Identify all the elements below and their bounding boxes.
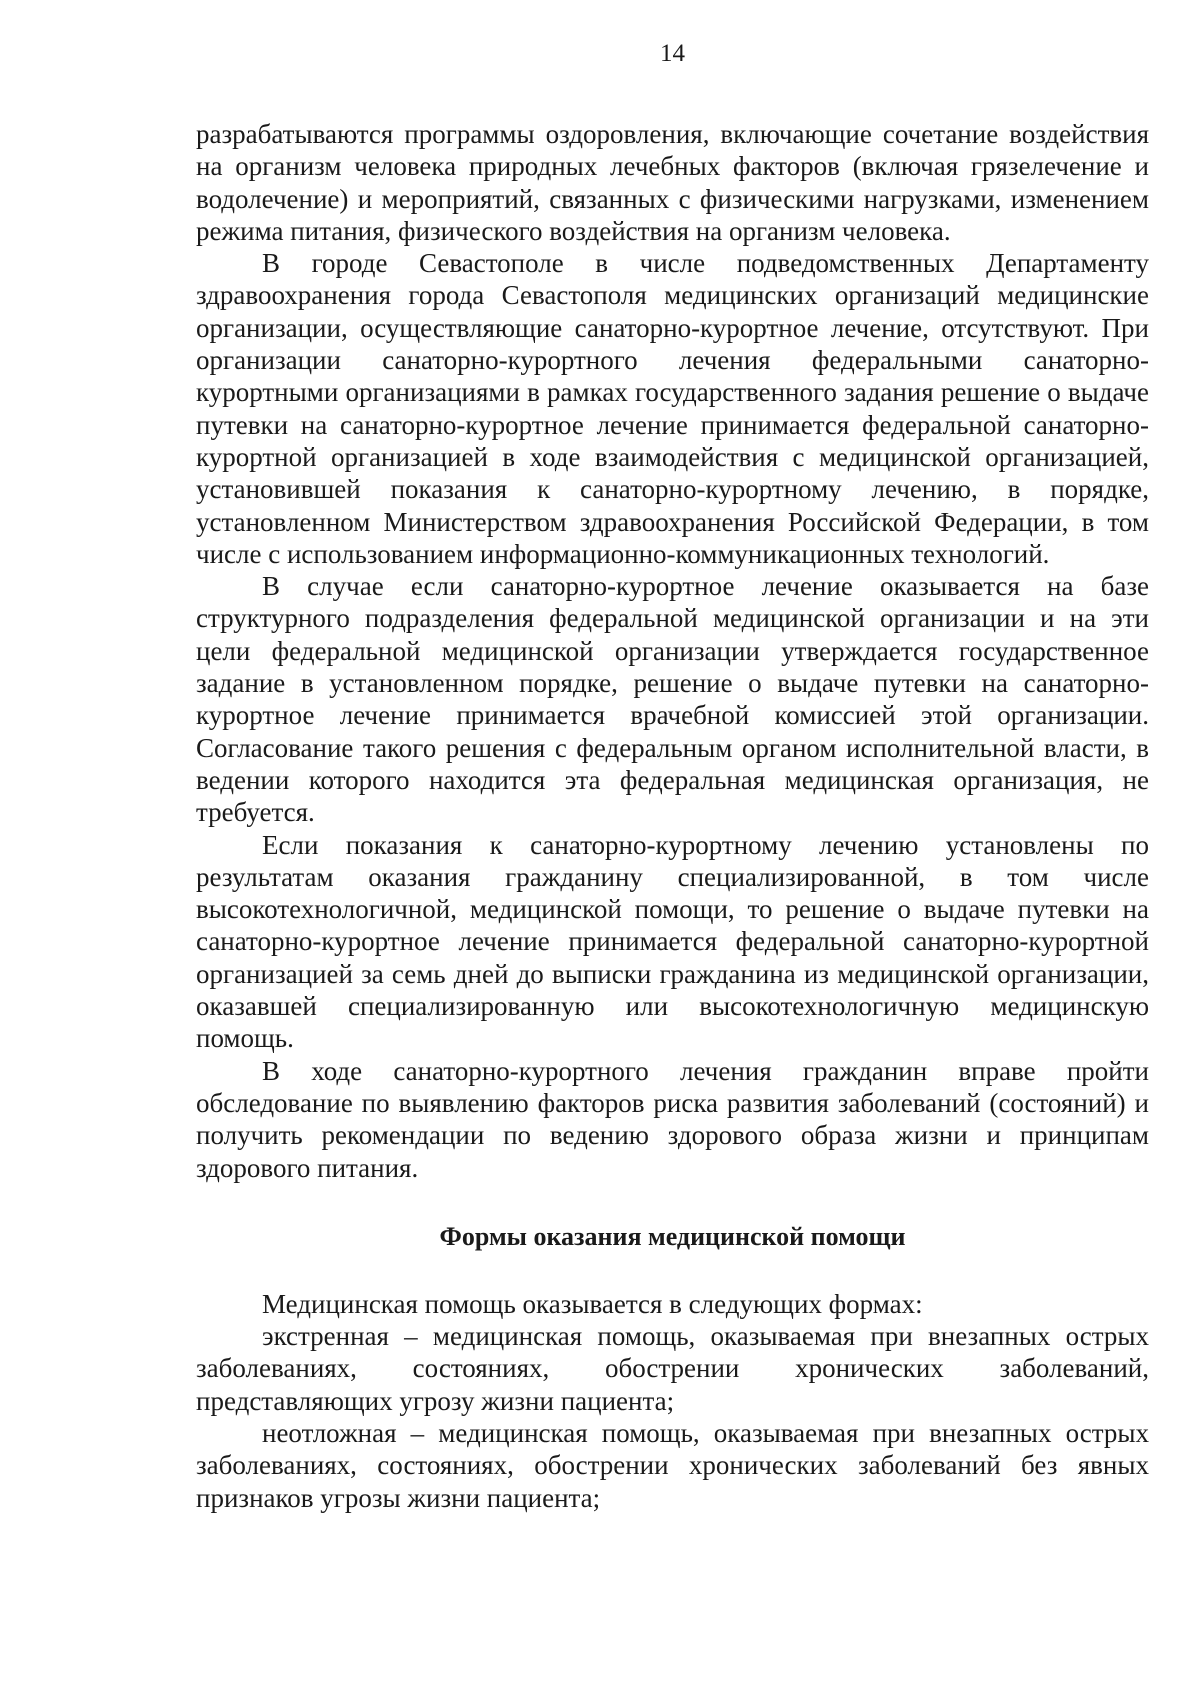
page-number: 14 bbox=[660, 40, 685, 67]
paragraph-urgent: неотложная – медицинская помощь, оказываемая при внезапных острых заболеваниях, состояниях, обострении хронических заболеваний без явных признаков угрозы жизни пациента; bbox=[196, 1417, 1149, 1513]
paragraph-emergency: экстренная – медицинская помощь, оказываемая при внезапных острых заболеваниях, состояниях, обострении хронических заболеваний, представляющих угрозу жизни пациента; bbox=[196, 1321, 1149, 1416]
paragraph-forms-intro: Медицинская помощь оказывается в следующих формах: bbox=[262, 1288, 923, 1319]
paragraph-specialized-care: Если показания к санаторно-курортному лечению установлены по результатам оказания гражданину специализированной, в том числе высокотехнологичной, медицинской помощи, то решение о выдаче путевки на санаторно-курортное лечение принимается федеральной санаторно-курортной организацией за семь дней до выписки гражданина из медицинской организации, оказавшей специализированную или высокотехнологичную медицинскую помощь. bbox=[196, 829, 1149, 1054]
paragraph-sevastopol: В городе Севастополе в числе подведомственных Департаменту здравоохранения города Севастополя медицинских организаций медицинские организации, осуществляющие санаторно-курортное лечение, отсутствуют. При организации санаторно-курортного лечения федеральными санаторно-курортными организациями в рамках государственного задания решение о выдаче путевки на санаторно-курортное лечение принимается федеральной санаторно-курортной организацией в ходе взаимодействия с медицинской организацией, установившей показания к санаторно-курортному лечению, в порядке, установленном Министерством здравоохранения Российской Федерации, в том числе с использованием информационно-коммуникационных технологий. bbox=[196, 248, 1149, 569]
paragraph-programs: разрабатываются программы оздоровления, включающие сочетание воздействия на организм человека природных лечебных факторов (включая грязелечение и водолечение) и мероприятий, связанных с физическими нагрузками, изменением режима питания, физического воздействия на организм человека. bbox=[196, 119, 1149, 246]
paragraph-structural-unit: В случае если санаторно-курортное лечение оказывается на базе структурного подразделения федеральной медицинской организации и на эти цели федеральной медицинской организации утверждается государственное задание в установленном порядке, решение о выдаче путевки на санаторно-курортное лечение принимается врачебной комиссией этой организации. Согласование такого решения с федеральным органом исполнительной власти, в ведении которого находится эта федеральная медицинская организация, не требуется. bbox=[196, 571, 1149, 828]
paragraph-examination: В ходе санаторно-курортного лечения гражданин вправе пройти обследование по выявлению факторов риска развития заболеваний (состояний) и получить рекомендации по ведению здорового образа жизни и принципам здорового питания. bbox=[196, 1055, 1149, 1183]
section-title: Формы оказания медицинской помощи bbox=[439, 1221, 906, 1251]
